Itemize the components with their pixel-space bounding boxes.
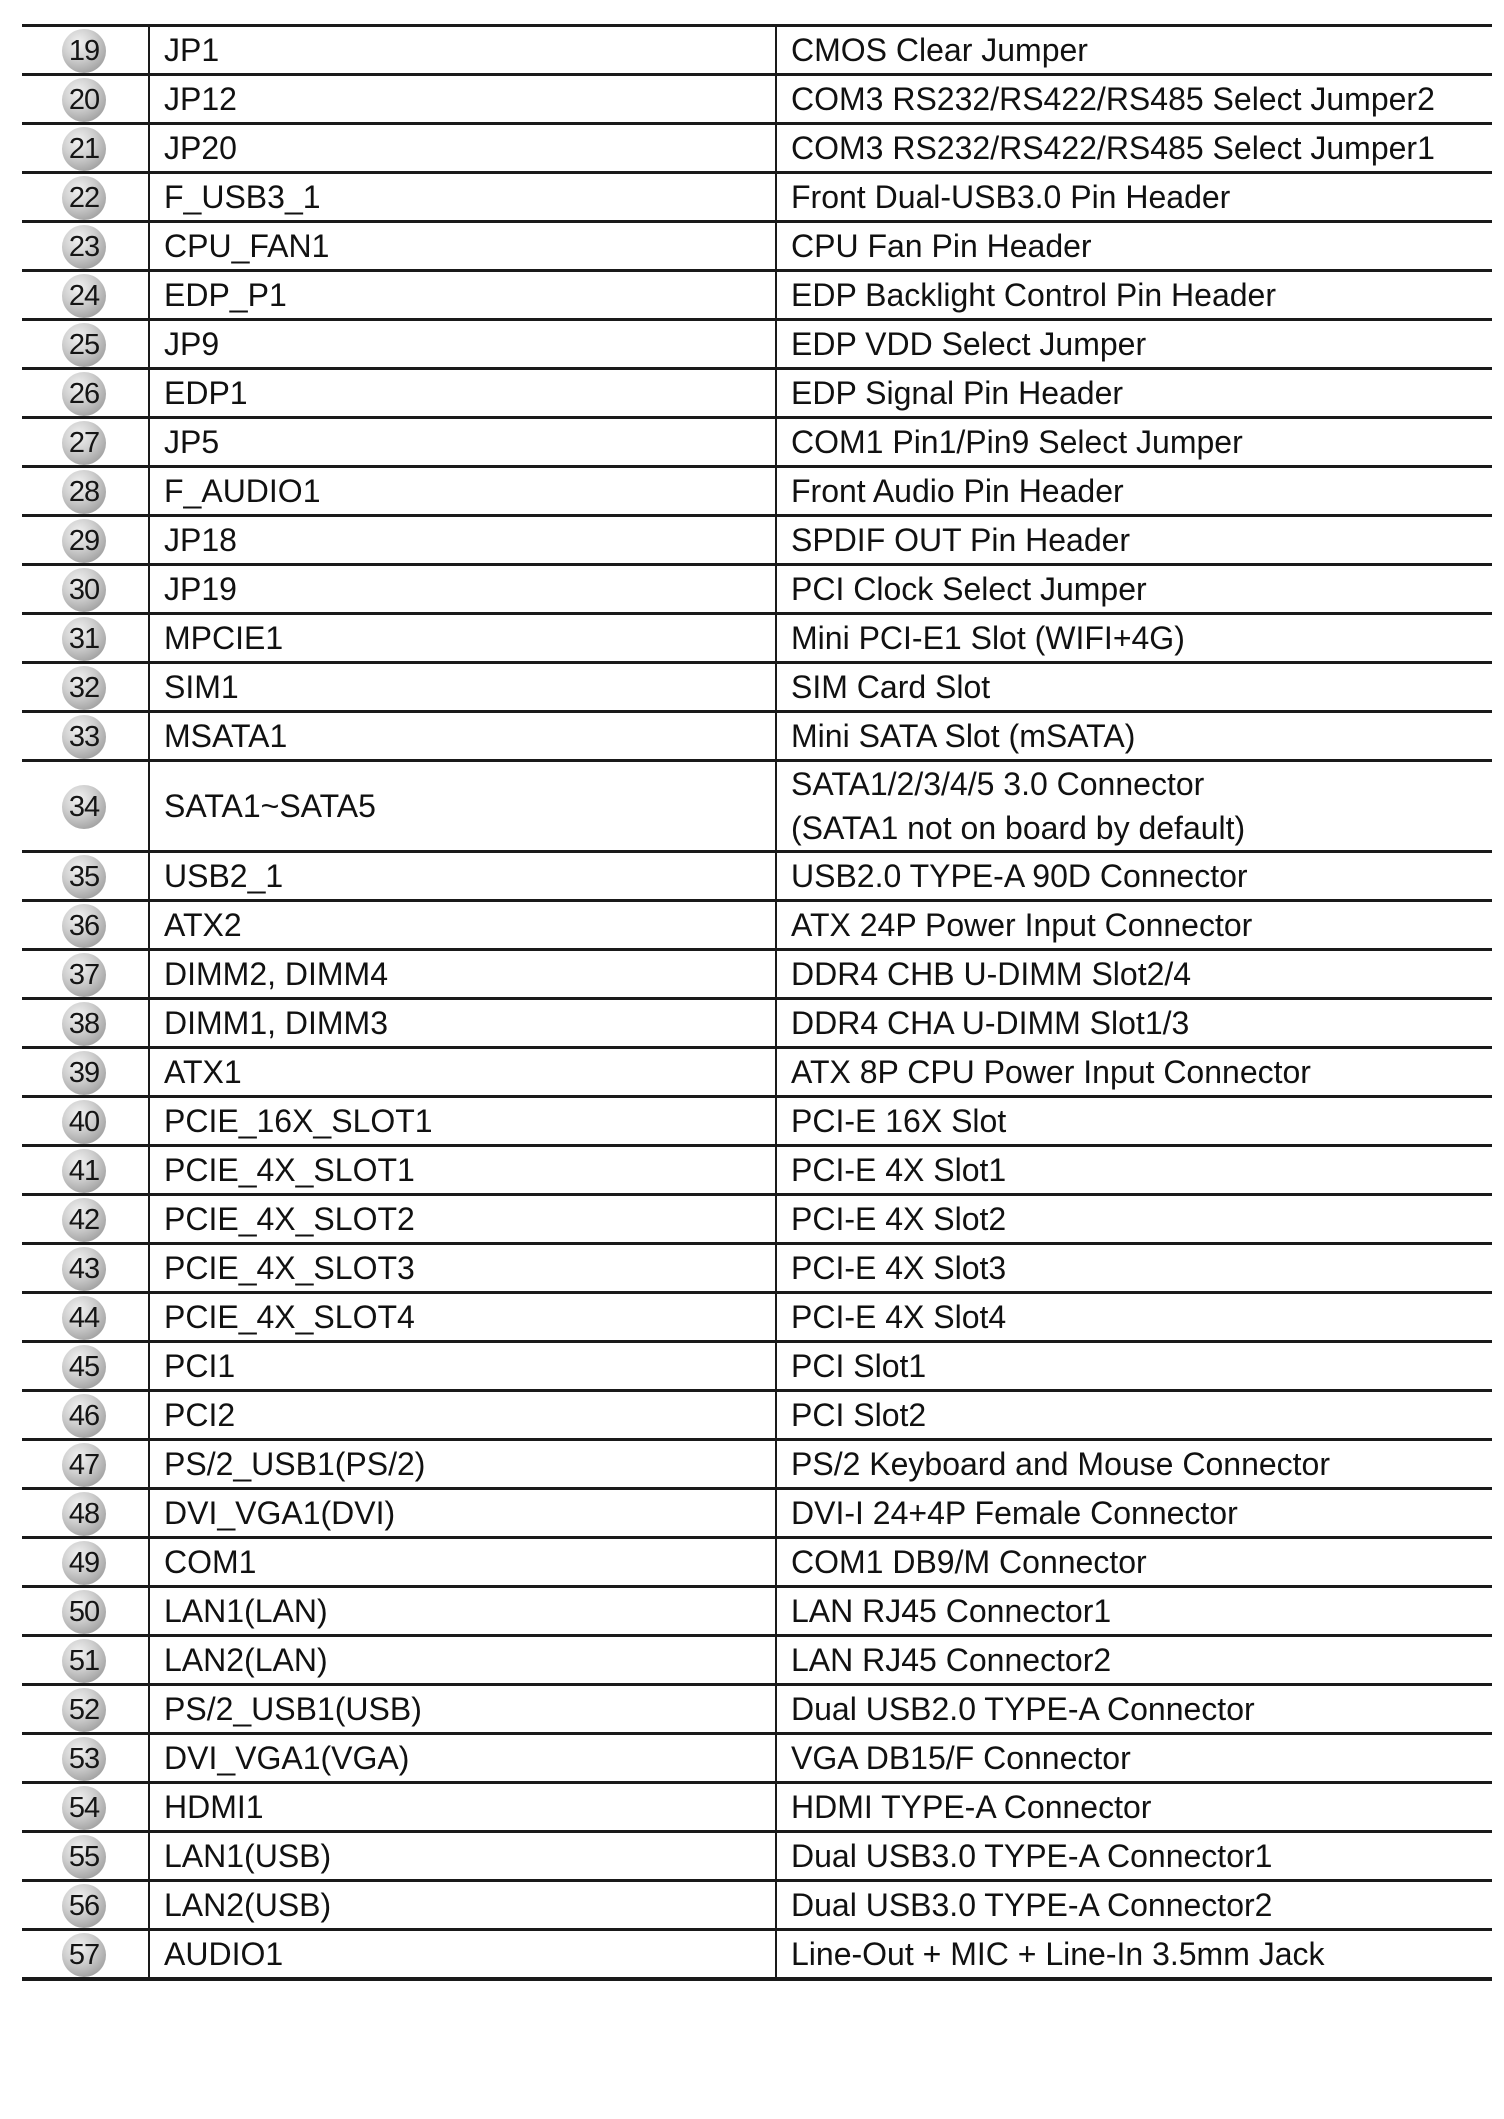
item-number-cell	[22, 418, 149, 467]
table-row	[22, 1293, 1492, 1342]
description-line: COM1 DB9/M Connector	[791, 1544, 1147, 1580]
description-line: DDR4 CHA U-DIMM Slot1/3	[791, 1005, 1190, 1041]
connector-name-cell: PCIE_4X_SLOT2	[149, 1195, 776, 1244]
description-line: PS/2 Keyboard and Mouse Connector	[791, 1446, 1330, 1482]
table-row	[22, 1391, 1492, 1440]
item-number-badge: 36	[62, 904, 106, 948]
item-number-badge: 49	[62, 1541, 106, 1585]
connector-name-cell: ATX2	[149, 901, 776, 950]
item-number-badge: 39	[62, 1051, 106, 1095]
connector-name-cell: JP19	[149, 565, 776, 614]
description-line: HDMI TYPE-A Connector	[791, 1789, 1152, 1825]
connector-name-cell: JP18	[149, 516, 776, 565]
description-line: PCI Clock Select Jumper	[791, 571, 1147, 607]
connector-description-cell	[776, 1293, 1492, 1342]
table-row	[22, 1440, 1492, 1489]
connector-name-cell: SATA1~SATA5	[149, 761, 776, 852]
table-row	[22, 467, 1492, 516]
table-row	[22, 950, 1492, 999]
description-line: PCI-E 4X Slot1	[791, 1152, 1007, 1188]
table-row	[22, 1832, 1492, 1881]
description-line: LAN RJ45 Connector2	[791, 1642, 1112, 1678]
description-line: PCI Slot2	[791, 1397, 927, 1433]
item-number-badge: 53	[62, 1737, 106, 1781]
item-number-cell	[22, 1881, 149, 1930]
connector-description-cell	[776, 1146, 1492, 1195]
item-number-badge: 29	[62, 519, 106, 563]
connector-description-cell	[776, 222, 1492, 271]
table-row	[22, 320, 1492, 369]
description-line: PCI-E 4X Slot3	[791, 1250, 1007, 1286]
description-line: PCI-E 4X Slot4	[791, 1299, 1007, 1335]
table-row	[22, 1097, 1492, 1146]
connector-name-cell: LAN1(LAN)	[149, 1587, 776, 1636]
item-number-cell	[22, 124, 149, 173]
connector-description-cell	[776, 1342, 1492, 1391]
table-row	[22, 1636, 1492, 1685]
connector-name-cell: DVI_VGA1(VGA)	[149, 1734, 776, 1783]
item-number-cell	[22, 271, 149, 320]
description-line: ATX 24P Power Input Connector	[791, 907, 1253, 943]
connector-table-body	[22, 26, 1492, 1980]
connector-description-cell	[776, 1881, 1492, 1930]
item-number-badge: 19	[62, 29, 106, 73]
item-number-cell	[22, 1783, 149, 1832]
description-line: PCI-E 4X Slot2	[791, 1201, 1007, 1237]
item-number-badge: 57	[62, 1933, 106, 1977]
connector-name-cell: MSATA1	[149, 712, 776, 761]
item-number-badge: 33	[62, 715, 106, 759]
connector-description-cell	[776, 467, 1492, 516]
connector-description-cell	[776, 1195, 1492, 1244]
table-row	[22, 1734, 1492, 1783]
description-line: EDP VDD Select Jumper	[791, 326, 1147, 362]
description-line: EDP Backlight Control Pin Header	[791, 277, 1276, 313]
item-number-badge: 37	[62, 953, 106, 997]
connector-description-cell	[776, 901, 1492, 950]
connector-description-cell	[776, 663, 1492, 712]
item-number-cell	[22, 1342, 149, 1391]
item-number-badge: 40	[62, 1100, 106, 1144]
connector-description-cell	[776, 1636, 1492, 1685]
item-number-badge: 38	[62, 1002, 106, 1046]
connector-description-cell	[776, 516, 1492, 565]
connector-description-cell	[776, 1783, 1492, 1832]
table-row	[22, 75, 1492, 124]
table-row	[22, 1195, 1492, 1244]
table-row	[22, 418, 1492, 467]
item-number-cell	[22, 614, 149, 663]
item-number-badge: 48	[62, 1492, 106, 1536]
item-number-badge: 22	[62, 176, 106, 220]
connector-name-cell: USB2_1	[149, 852, 776, 901]
item-number-badge: 44	[62, 1296, 106, 1340]
table-row	[22, 1146, 1492, 1195]
table-row	[22, 712, 1492, 761]
connector-description-cell	[776, 1244, 1492, 1293]
item-number-cell	[22, 1930, 149, 1980]
table-row	[22, 173, 1492, 222]
item-number-cell	[22, 663, 149, 712]
connector-name-cell: ATX1	[149, 1048, 776, 1097]
table-row	[22, 1342, 1492, 1391]
item-number-cell	[22, 999, 149, 1048]
description-line: LAN RJ45 Connector1	[791, 1593, 1112, 1629]
item-number-badge: 21	[62, 127, 106, 171]
description-line: Front Dual-USB3.0 Pin Header	[791, 179, 1231, 215]
connector-name-cell: LAN2(LAN)	[149, 1636, 776, 1685]
connector-name-cell: PCI2	[149, 1391, 776, 1440]
item-number-cell	[22, 1489, 149, 1538]
description-line: COM3 RS232/RS422/RS485 Select Jumper1	[791, 130, 1435, 166]
item-number-cell	[22, 565, 149, 614]
description-line: Front Audio Pin Header	[791, 473, 1124, 509]
item-number-badge: 42	[62, 1198, 106, 1242]
item-number-badge: 45	[62, 1345, 106, 1389]
connector-description-cell	[776, 614, 1492, 663]
item-number-badge: 35	[62, 855, 106, 899]
item-number-cell	[22, 1391, 149, 1440]
item-number-badge: 46	[62, 1394, 106, 1438]
connector-name-cell: F_USB3_1	[149, 173, 776, 222]
description-line: Dual USB3.0 TYPE-A Connector2	[791, 1887, 1273, 1923]
description-line: Dual USB2.0 TYPE-A Connector	[791, 1691, 1255, 1727]
connector-description-cell	[776, 1587, 1492, 1636]
table-row	[22, 1685, 1492, 1734]
item-number-cell	[22, 1146, 149, 1195]
item-number-cell	[22, 1587, 149, 1636]
table-row	[22, 369, 1492, 418]
connector-name-cell: DIMM2, DIMM4	[149, 950, 776, 999]
description-line: DDR4 CHB U-DIMM Slot2/4	[791, 956, 1192, 992]
description-line: PCI-E 16X Slot	[791, 1103, 1007, 1139]
description-line: COM1 Pin1/Pin9 Select Jumper	[791, 424, 1243, 460]
table-row	[22, 663, 1492, 712]
connector-description-cell	[776, 418, 1492, 467]
table-row	[22, 1881, 1492, 1930]
connector-description-cell	[776, 1832, 1492, 1881]
description-line: Dual USB3.0 TYPE-A Connector1	[791, 1838, 1273, 1874]
item-number-cell	[22, 1244, 149, 1293]
table-row	[22, 999, 1492, 1048]
description-line: Mini PCI-E1 Slot (WIFI+4G)	[791, 620, 1185, 656]
connector-name-cell: JP9	[149, 320, 776, 369]
item-number-badge: 32	[62, 666, 106, 710]
description-line: SIM Card Slot	[791, 669, 991, 705]
item-number-cell	[22, 901, 149, 950]
item-number-cell	[22, 1293, 149, 1342]
connector-name-cell: JP12	[149, 75, 776, 124]
table-row	[22, 1244, 1492, 1293]
item-number-badge: 41	[62, 1149, 106, 1193]
item-number-cell	[22, 26, 149, 75]
connector-description-cell	[776, 852, 1492, 901]
connector-name-cell: JP5	[149, 418, 776, 467]
connector-table	[22, 24, 1492, 1981]
connector-description-cell	[776, 1734, 1492, 1783]
connector-description-cell	[776, 565, 1492, 614]
connector-description-cell	[776, 173, 1492, 222]
item-number-cell	[22, 950, 149, 999]
item-number-cell	[22, 1538, 149, 1587]
description-line: Mini SATA Slot (mSATA)	[791, 718, 1136, 754]
connector-description-cell	[776, 1930, 1492, 1980]
description-line: DVI-I 24+4P Female Connector	[791, 1495, 1238, 1531]
connector-description-cell	[776, 712, 1492, 761]
description-line: SATA1/2/3/4/5 3.0 Connector	[791, 766, 1205, 802]
description-line: SPDIF OUT Pin Header	[791, 522, 1131, 558]
connector-name-cell: PCIE_16X_SLOT1	[149, 1097, 776, 1146]
connector-name-cell: DIMM1, DIMM3	[149, 999, 776, 1048]
connector-description-cell	[776, 271, 1492, 320]
table-row	[22, 852, 1492, 901]
connector-description-cell	[776, 999, 1492, 1048]
item-number-badge: 30	[62, 568, 106, 612]
item-number-cell	[22, 761, 149, 852]
connector-description-cell	[776, 369, 1492, 418]
item-number-badge: 24	[62, 274, 106, 318]
connector-name-cell: PCIE_4X_SLOT1	[149, 1146, 776, 1195]
item-number-badge: 26	[62, 372, 106, 416]
item-number-badge: 56	[62, 1884, 106, 1928]
item-number-badge: 52	[62, 1688, 106, 1732]
connector-name-cell: SIM1	[149, 663, 776, 712]
connector-name-cell: PCIE_4X_SLOT4	[149, 1293, 776, 1342]
connector-name-cell: PCI1	[149, 1342, 776, 1391]
table-row	[22, 1048, 1492, 1097]
description-line: EDP Signal Pin Header	[791, 375, 1124, 411]
item-number-badge: 20	[62, 78, 106, 122]
item-number-cell	[22, 222, 149, 271]
connector-name-cell: LAN1(USB)	[149, 1832, 776, 1881]
table-row	[22, 1587, 1492, 1636]
connector-description-cell	[776, 26, 1492, 75]
item-number-badge: 50	[62, 1590, 106, 1634]
item-number-cell	[22, 1440, 149, 1489]
item-number-badge: 27	[62, 421, 106, 465]
table-row	[22, 124, 1492, 173]
table-row	[22, 1783, 1492, 1832]
item-number-cell	[22, 1048, 149, 1097]
table-row	[22, 271, 1492, 320]
connector-name-cell: DVI_VGA1(DVI)	[149, 1489, 776, 1538]
item-number-cell	[22, 516, 149, 565]
item-number-cell	[22, 369, 149, 418]
connector-name-cell: PS/2_USB1(USB)	[149, 1685, 776, 1734]
description-line: VGA DB15/F Connector	[791, 1740, 1131, 1776]
item-number-cell	[22, 1685, 149, 1734]
item-number-badge: 51	[62, 1639, 106, 1683]
item-number-badge: 23	[62, 225, 106, 269]
connector-description-cell	[776, 1538, 1492, 1587]
description-line: (SATA1 not on board by default)	[791, 810, 1246, 846]
connector-description-cell	[776, 124, 1492, 173]
connector-name-cell: AUDIO1	[149, 1930, 776, 1980]
table-row	[22, 565, 1492, 614]
item-number-cell	[22, 467, 149, 516]
description-line: USB2.0 TYPE-A 90D Connector	[791, 858, 1248, 894]
connector-name-cell: CPU_FAN1	[149, 222, 776, 271]
item-number-badge: 54	[62, 1786, 106, 1830]
connector-description-cell	[776, 761, 1492, 852]
description-line: COM3 RS232/RS422/RS485 Select Jumper2	[791, 81, 1435, 117]
connector-name-cell: EDP1	[149, 369, 776, 418]
connector-name-cell: JP20	[149, 124, 776, 173]
item-number-badge: 28	[62, 470, 106, 514]
table-row	[22, 761, 1492, 852]
connector-description-cell	[776, 1440, 1492, 1489]
connector-description-cell	[776, 320, 1492, 369]
table-row	[22, 1538, 1492, 1587]
connector-name-cell: JP1	[149, 26, 776, 75]
connector-name-cell: HDMI1	[149, 1783, 776, 1832]
connector-name-cell: PCIE_4X_SLOT3	[149, 1244, 776, 1293]
item-number-badge: 47	[62, 1443, 106, 1487]
table-row	[22, 222, 1492, 271]
item-number-badge: 25	[62, 323, 106, 367]
connector-name-cell: F_AUDIO1	[149, 467, 776, 516]
connector-description-cell	[776, 75, 1492, 124]
description-line: ATX 8P CPU Power Input Connector	[791, 1054, 1311, 1090]
item-number-badge: 34	[62, 785, 106, 829]
table-row	[22, 516, 1492, 565]
connector-name-cell: EDP_P1	[149, 271, 776, 320]
description-line: Line-Out + MIC + Line-In 3.5mm Jack	[791, 1936, 1325, 1972]
item-number-badge: 43	[62, 1247, 106, 1291]
connector-description-cell	[776, 1685, 1492, 1734]
connector-name-cell: PS/2_USB1(PS/2)	[149, 1440, 776, 1489]
item-number-cell	[22, 1097, 149, 1146]
table-row	[22, 26, 1492, 75]
item-number-cell	[22, 712, 149, 761]
connector-description-cell	[776, 1097, 1492, 1146]
item-number-cell	[22, 75, 149, 124]
table-row	[22, 901, 1492, 950]
description-line: PCI Slot1	[791, 1348, 927, 1384]
item-number-cell	[22, 173, 149, 222]
connector-name-cell: LAN2(USB)	[149, 1881, 776, 1930]
table-row	[22, 614, 1492, 663]
connector-name-cell: COM1	[149, 1538, 776, 1587]
connector-description-cell	[776, 950, 1492, 999]
table-row	[22, 1930, 1492, 1980]
item-number-cell	[22, 1636, 149, 1685]
table-row	[22, 1489, 1492, 1538]
item-number-badge: 31	[62, 617, 106, 661]
item-number-cell	[22, 1195, 149, 1244]
connector-description-cell	[776, 1489, 1492, 1538]
item-number-cell	[22, 1734, 149, 1783]
item-number-cell	[22, 1832, 149, 1881]
item-number-cell	[22, 320, 149, 369]
item-number-badge: 55	[62, 1835, 106, 1879]
connector-description-cell	[776, 1391, 1492, 1440]
connector-name-cell: MPCIE1	[149, 614, 776, 663]
item-number-cell	[22, 852, 149, 901]
description-line: CPU Fan Pin Header	[791, 228, 1092, 264]
description-line: CMOS Clear Jumper	[791, 32, 1088, 68]
connector-description-cell	[776, 1048, 1492, 1097]
